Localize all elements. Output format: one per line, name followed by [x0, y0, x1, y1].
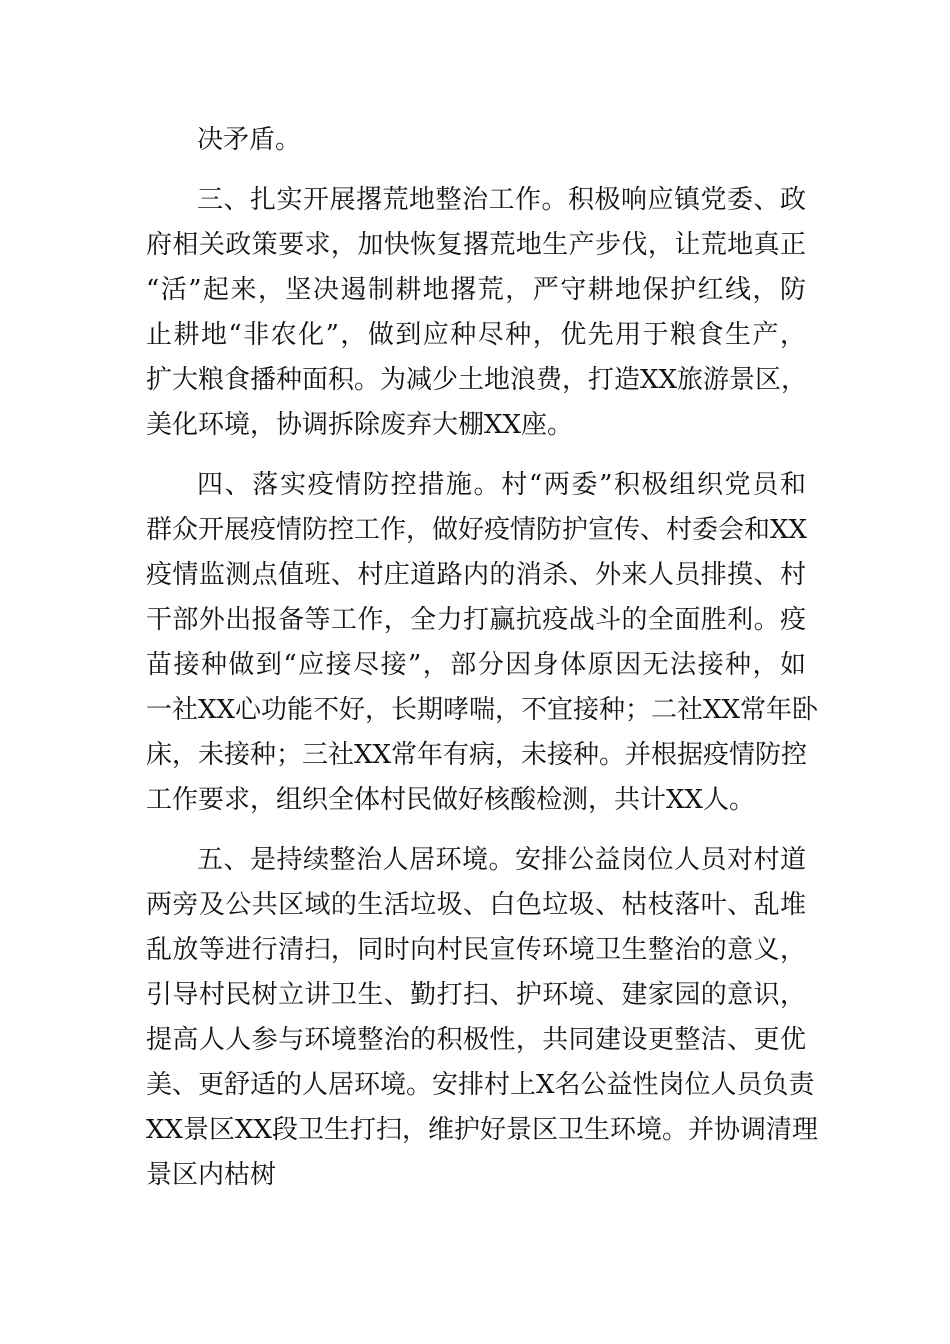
- paragraph-gap: [146, 448, 806, 463]
- paragraph-4-line-5: 提高人人参与环境整治的积极性，共同建设更整洁、更优: [146, 1025, 806, 1055]
- paragraph-4-line-6: 美、更舒适的人居环境。安排村上X名公益性岗位人员负责: [146, 1070, 815, 1100]
- paragraph-gap: [146, 163, 806, 178]
- paragraph-3-line-4: 干部外出报备等工作，全力打赢抗疫战斗的全面胜利。疫: [146, 605, 806, 635]
- paragraph-4-line-1: 五、是持续整治人居环境。安排公益岗位人员对村道: [197, 845, 806, 875]
- paragraph-3-line-7: 床，未接种；三社XX常年有病，未接种。并根据疫情防控: [146, 740, 808, 770]
- paragraph-gap: [146, 823, 806, 838]
- paragraph-4-line-2: 两旁及公共区域的生活垃圾、白色垃圾、枯枝落叶、乱堆: [146, 890, 806, 920]
- paragraph-2-line-3: “活”起来，坚决遏制耕地撂荒，严守耕地保护红线，防: [146, 275, 806, 305]
- paragraph-3-line-1: 四、落实疫情防控措施。村“两委”积极组织党员和: [197, 470, 806, 500]
- paragraph-3-line-8: 工作要求，组织全体村民做好核酸检测，共计XX人。: [146, 785, 756, 815]
- paragraph-4-line-4: 引导村民树立讲卫生、勤打扫、护环境、建家园的意识，: [146, 980, 806, 1010]
- paragraph-2-line-5: 扩大粮食播种面积。为减少土地浪费，打造XX旅游景区，: [146, 365, 808, 395]
- paragraph-3-line-2: 群众开展疫情防控工作，做好疫情防护宣传、村委会和XX: [146, 515, 808, 545]
- paragraph-3-line-5: 苗接种做到“应接尽接”，部分因身体原因无法接种，如: [146, 650, 806, 680]
- paragraph-3-line-6: 一社XX心功能不好，长期哮喘，不宜接种；二社XX常年卧: [146, 695, 819, 725]
- paragraph-4-line-3: 乱放等进行清扫，同时向村民宣传环境卫生整治的意义，: [146, 935, 806, 965]
- document-body: [146, 118, 819, 1198]
- paragraph-4-line-8: 景区内枯树: [146, 1160, 277, 1190]
- paragraph-2-line-4: 止耕地“非农化”，做到应种尽种，优先用于粮食生产，: [146, 320, 806, 350]
- paragraph-4-line-7: XX景区XX段卫生打扫，维护好景区卫生环境。并协调清理: [146, 1115, 819, 1145]
- paragraph-3-line-3: 疫情监测点值班、村庄道路内的消杀、外来人员排摸、村: [146, 560, 806, 590]
- paragraph-2-line-1: 三、扎实开展撂荒地整治工作。积极响应镇党委、政: [197, 185, 806, 215]
- paragraph-1-line-1: 决矛盾。: [197, 125, 302, 155]
- paragraph-2-line-2: 府相关政策要求，加快恢复撂荒地生产步伐，让荒地真正: [146, 230, 806, 260]
- paragraph-2-line-6: 美化环境，协调拆除废弃大棚XX座。: [146, 410, 574, 440]
